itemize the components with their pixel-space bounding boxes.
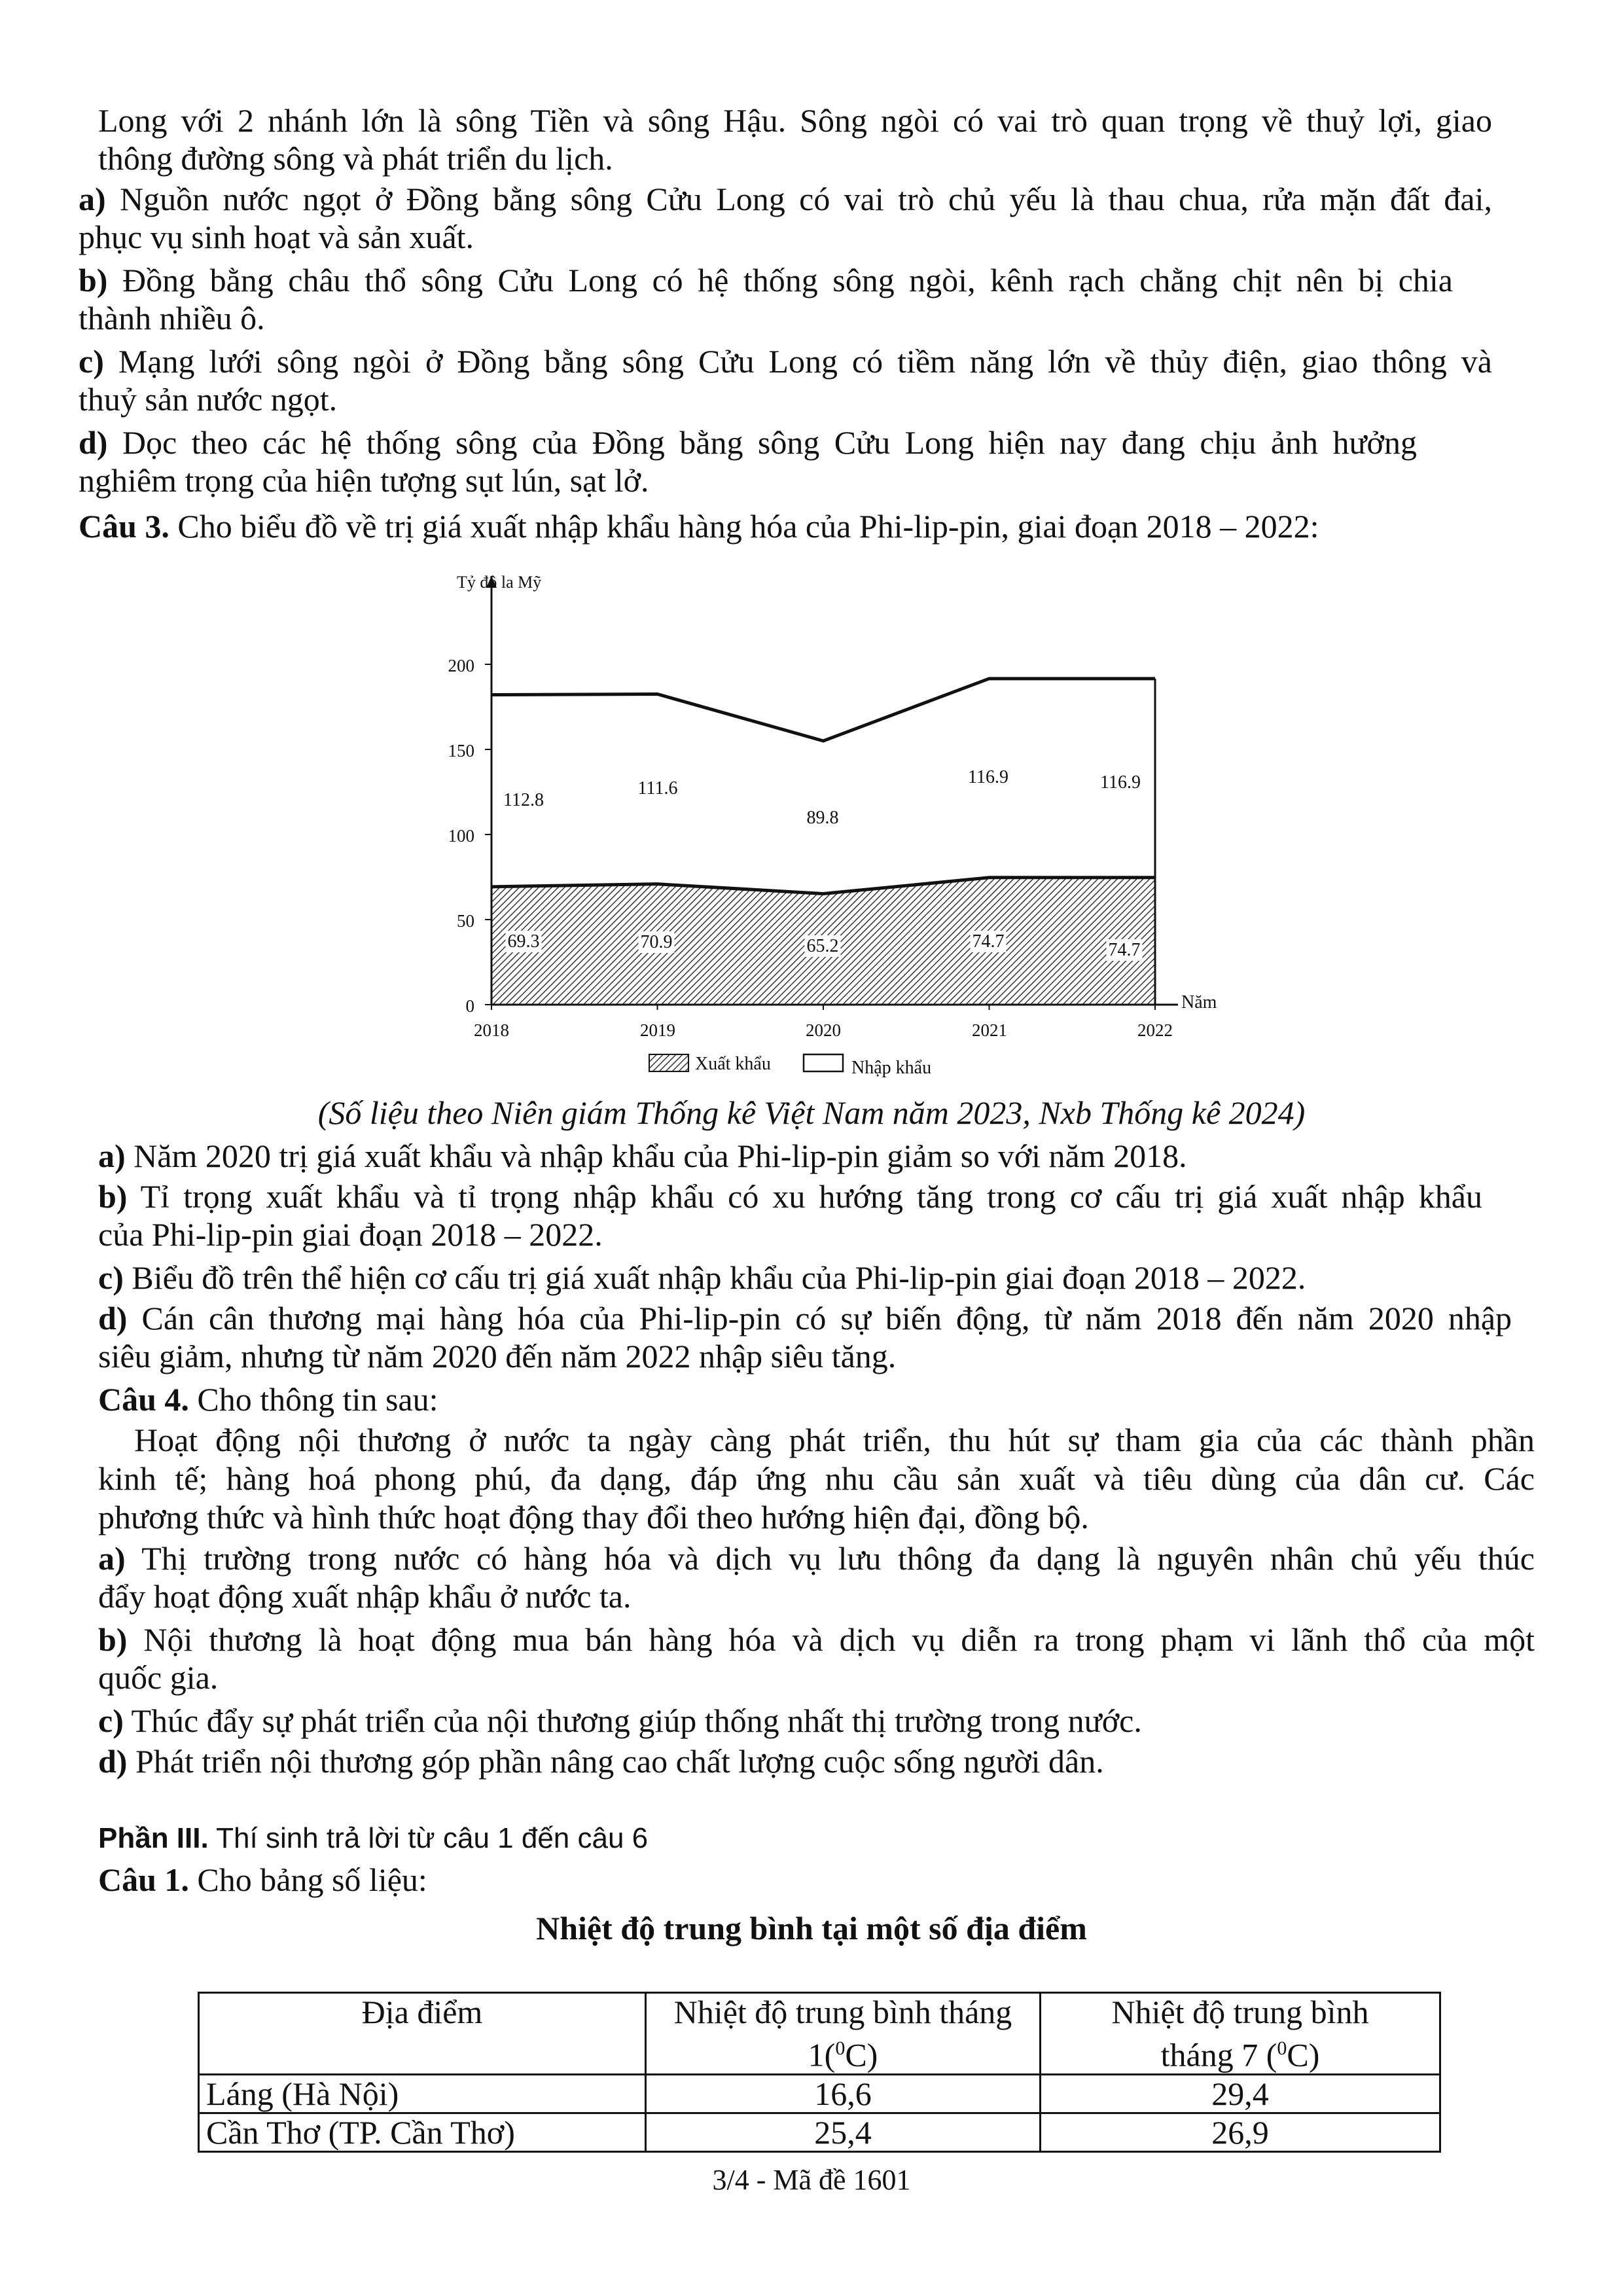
y-tick-label: 0: [465, 996, 474, 1016]
legend-swatch-import: [804, 1054, 843, 1071]
part3-heading: Phần III. Thí sinh trả lời từ câu 1 đến câu 6: [98, 1822, 649, 1854]
y-tick-label: 150: [448, 741, 474, 761]
q2-option-c: c) Mạng lưới sông ngòi ở Đồng bằng sông Cửu Long có tiềm năng lớn về thủy điện, giao thông và: [79, 343, 1493, 380]
export-data-label: 70.9: [640, 932, 673, 952]
legend-label-import: Nhập khẩu: [851, 1058, 932, 1078]
import-area: [491, 679, 1155, 894]
table-row: [199, 2074, 1440, 2113]
x-tick-label: 2019: [640, 1020, 675, 1040]
q3-option-a: a) Năm 2020 trị giá xuất khẩu và nhập khẩu của Phi-lip-pin giảm so với năm 2018.: [98, 1138, 1187, 1174]
q4-option-a: a) Thị trường trong nước có hàng hóa và dịch vụ lưu thông đa dạng là nguyên nhân chủ yếu thúc: [98, 1540, 1535, 1577]
table-cell: 16,6: [646, 2074, 1041, 2113]
table-header-cell: Địa điểm: [199, 1993, 646, 2075]
q3-option-d-cont: siêu giảm, nhưng từ năm 2020 đến năm 2022 nhập siêu tăng.: [98, 1338, 897, 1374]
x-tick-label: 2022: [1137, 1020, 1173, 1040]
q2-option-b: b) Đồng bằng châu thổ sông Cửu Long có hệ thống sông ngòi, kênh rạch chằng chịt nên bị chia: [79, 262, 1453, 298]
q2-option-d-cont: nghiêm trọng của hiện tượng sụt lún, sạt lở.: [79, 462, 649, 499]
q4-heading: Câu 4. Cho thông tin sau:: [98, 1381, 438, 1418]
x-axis-title: Năm: [1181, 992, 1217, 1013]
table-cell: Cần Thơ (TP. Cần Thơ): [199, 2113, 646, 2151]
page-footer: 3/4 - Mã đề 1601: [712, 2164, 911, 2196]
table-title: Nhiệt độ trung bình tại một số địa điểm: [536, 1910, 1087, 1946]
q2-option-b-cont: thành nhiều ô.: [79, 300, 265, 336]
q2-option-a-cont: phục vụ sinh hoạt và sản xuất.: [79, 219, 474, 255]
q4-option-d: d) Phát triển nội thương góp phần nâng cao chất lượng cuộc sống người dân.: [98, 1743, 1104, 1780]
import-data-label: 89.8: [806, 808, 839, 828]
q3-heading: Câu 3. Cho biểu đồ về trị giá xuất nhập khẩu hàng hóa của Phi-lip-pin, giai đoạn 2018 – 2022:: [79, 508, 1319, 545]
q4-option-b-cont: quốc gia.: [98, 1659, 219, 1696]
part3-q1-heading: Câu 1. Cho bảng số liệu:: [98, 1861, 427, 1898]
table-header-row: [199, 1993, 1440, 2075]
import-data-label: 112.8: [503, 790, 544, 810]
table-header-cell: Nhiệt độ trung bình tháng 1($^0$C): [646, 1993, 1041, 2075]
q3-option-b: b) Tỉ trọng xuất khẩu và tỉ trọng nhập khẩu có xu hướng tăng trong cơ cấu trị giá xuất nhập khẩu: [98, 1178, 1482, 1215]
q4-option-c: c) Thúc đẩy sự phát triển của nội thương giúp thống nhất thị trường trong nước.: [98, 1702, 1142, 1739]
q4-option-a-cont: đẩy hoạt động xuất nhập khẩu ở nước ta.: [98, 1578, 632, 1615]
q2-option-c-cont: thuỷ sản nước ngọt.: [79, 381, 338, 418]
trade-chart: [0, 0, 1623, 1113]
export-data-label: 65.2: [806, 936, 839, 956]
x-tick-label: 2018: [474, 1020, 509, 1040]
legend-label-export: Xuất khẩu: [695, 1054, 771, 1074]
q4-paragraph-line: kinh tế; hàng hoá phong phú, đa dạng, đáp ứng nhu cầu sản xuất và tiêu dùng của dân cư. Các: [98, 1460, 1535, 1497]
q2-option-a: a) Nguồn nước ngọt ở Đồng bằng sông Cửu Long có vai trò chủ yếu là thau chua, rửa mặn đất đai,: [79, 181, 1493, 217]
table-header-cell: Nhiệt độ trung bình tháng 7 ($^0$C): [1041, 1993, 1440, 2075]
import-data-label: 116.9: [968, 767, 1008, 787]
y-tick-label: 100: [448, 826, 474, 846]
table-cell: 26,9: [1041, 2113, 1440, 2151]
table-cell: 29,4: [1041, 2074, 1440, 2113]
table-cell: 25,4: [646, 2113, 1041, 2151]
q3-option-c: c) Biểu đồ trên thể hiện cơ cấu trị giá xuất nhập khẩu của Phi-lip-pin giai đoạn 2018 – 2022.: [98, 1259, 1306, 1296]
q4-option-b: b) Nội thương là hoạt động mua bán hàng hóa và dịch vụ diễn ra trong phạm vi lãnh thổ của một: [98, 1621, 1535, 1658]
x-tick-label: 2020: [806, 1020, 841, 1040]
paragraph-line: Long với 2 nhánh lớn là sông Tiền và sông Hậu. Sông ngòi có vai trò quan trọng về thuỷ lợi, giao: [98, 102, 1492, 139]
q2-option-d: d) Dọc theo các hệ thống sông của Đồng bằng sông Cửu Long hiện nay đang chịu ảnh hưởng: [79, 424, 1417, 461]
paragraph-line: thông đường sông và phát triển du lịch.: [98, 140, 613, 177]
y-tick-label: 50: [457, 911, 474, 931]
q4-paragraph-line: Hoạt động nội thương ở nước ta ngày càng phát triển, thu hút sự tham gia của các thành phần: [134, 1422, 1535, 1458]
table-cell: Láng (Hà Nội): [199, 2074, 646, 2113]
x-tick-label: 2021: [972, 1020, 1007, 1040]
import-data-label: 116.9: [1100, 772, 1141, 793]
chart-source-caption: (Số liệu theo Niên giám Thống kê Việt Nam năm 2023, Nxb Thống kê 2024): [317, 1094, 1306, 1131]
table-row: [199, 2113, 1440, 2151]
q3-option-b-cont: của Phi-lip-pin giai đoạn 2018 – 2022.: [98, 1216, 603, 1253]
q3-option-d: d) Cán cân thương mại hàng hóa của Phi-lip-pin có sự biến động, từ năm 2018 đến năm 2020 nhập: [98, 1300, 1512, 1336]
export-data-label: 74.7: [972, 931, 1005, 952]
temperature-table: [198, 1992, 1441, 2153]
y-tick-label: 200: [448, 656, 474, 675]
q4-paragraph-line: phương thức và hình thức hoạt động thay đổi theo hướng hiện đại, đồng bộ.: [98, 1499, 1089, 1535]
import-data-label: 111.6: [637, 778, 678, 798]
legend-swatch-export: [649, 1054, 688, 1071]
y-axis-title: Tỷ đô la Mỹ: [457, 573, 542, 592]
export-data-label: 69.3: [507, 931, 540, 952]
export-data-label: 74.7: [1108, 940, 1141, 960]
